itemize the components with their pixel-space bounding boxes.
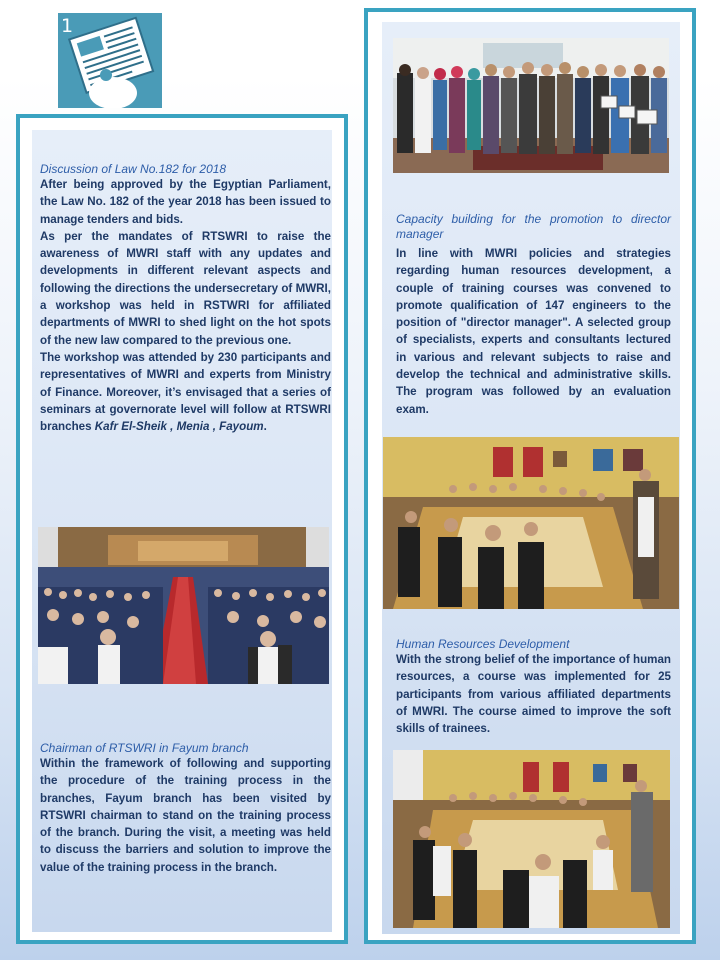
- law-paragraph-1: After being approved by the Egyptian Parliament, the Law No. 182 of the year 2018 has been issued to manage tenders and bids.: [40, 178, 331, 226]
- law-body: [40, 176, 331, 435]
- training-room-photo-1: [383, 437, 679, 609]
- right-column-frame: [364, 8, 696, 944]
- branch-names: Kafr El-Sheik , Menia , Fayoum: [94, 420, 264, 434]
- capacity-heading: Capacity building for the promotion to director manager: [396, 212, 671, 241]
- training-room-photo-2: [393, 750, 670, 928]
- fayum-heading: Chairman of RTSWRI in Fayum branch: [40, 741, 249, 755]
- hr-body: [396, 651, 671, 737]
- fayum-body: [40, 755, 331, 876]
- newspaper-reader-icon: [58, 13, 162, 108]
- law-paragraph-3: The workshop was attended by 230 participants and representatives of MWRI and experts from Ministry of Finance. Moreover, it’s envisaged that a series of seminars at governorate level will follow at RTSWRI branches Kafr El-Sheik , Menia , Fayoum.: [40, 350, 331, 434]
- hr-heading: Human Resources Development: [396, 637, 570, 651]
- left-column: [32, 130, 332, 932]
- page-number: 1: [61, 15, 74, 37]
- law-paragraph-2: As per the mandates of RTSWRI to raise the awareness of MWRI staff with any updates and developments in different relevant aspects and following the directions the undersecretary of MWRI, a workshop was held in RSTWRI for affiliated departments of MWRI to shed light on the hot spots of the new law compared to the previous one.: [40, 229, 331, 347]
- capacity-paragraph: In line with MWRI policies and strategies regarding human resources development, a couple of training courses was convened to promote qualification of 147 engineers to the position of "director manager". A selected group of specialists, experts and consultants lectured in various and relevant subjects to raise and develop the technical and administrative skills. The program was followed by an evaluation exam.: [396, 247, 671, 416]
- hr-paragraph: With the strong belief of the importance of human resources, a course was implemented for 25 participants from various affiliated departments of MWRI. The course aimed to improve the soft skills of trainees.: [396, 653, 671, 736]
- workshop-auditorium-photo: [38, 527, 329, 684]
- left-column-frame: [16, 114, 348, 944]
- capacity-body: [396, 245, 671, 418]
- law-heading: Discussion of Law No.182 for 2018: [40, 162, 227, 176]
- right-column: [382, 22, 680, 934]
- fayum-paragraph: Within the framework of following and supporting the procedure of the training process in the branches, Fayum branch has been visited by RTSWRI chairman to stand on the training process of the branch. During the visit, a meeting was held to discuss the barriers and solution to improve the value of the training process in the branch.: [40, 757, 331, 874]
- newsletter-logo: [58, 13, 162, 108]
- group-photo-promotion: [393, 38, 669, 173]
